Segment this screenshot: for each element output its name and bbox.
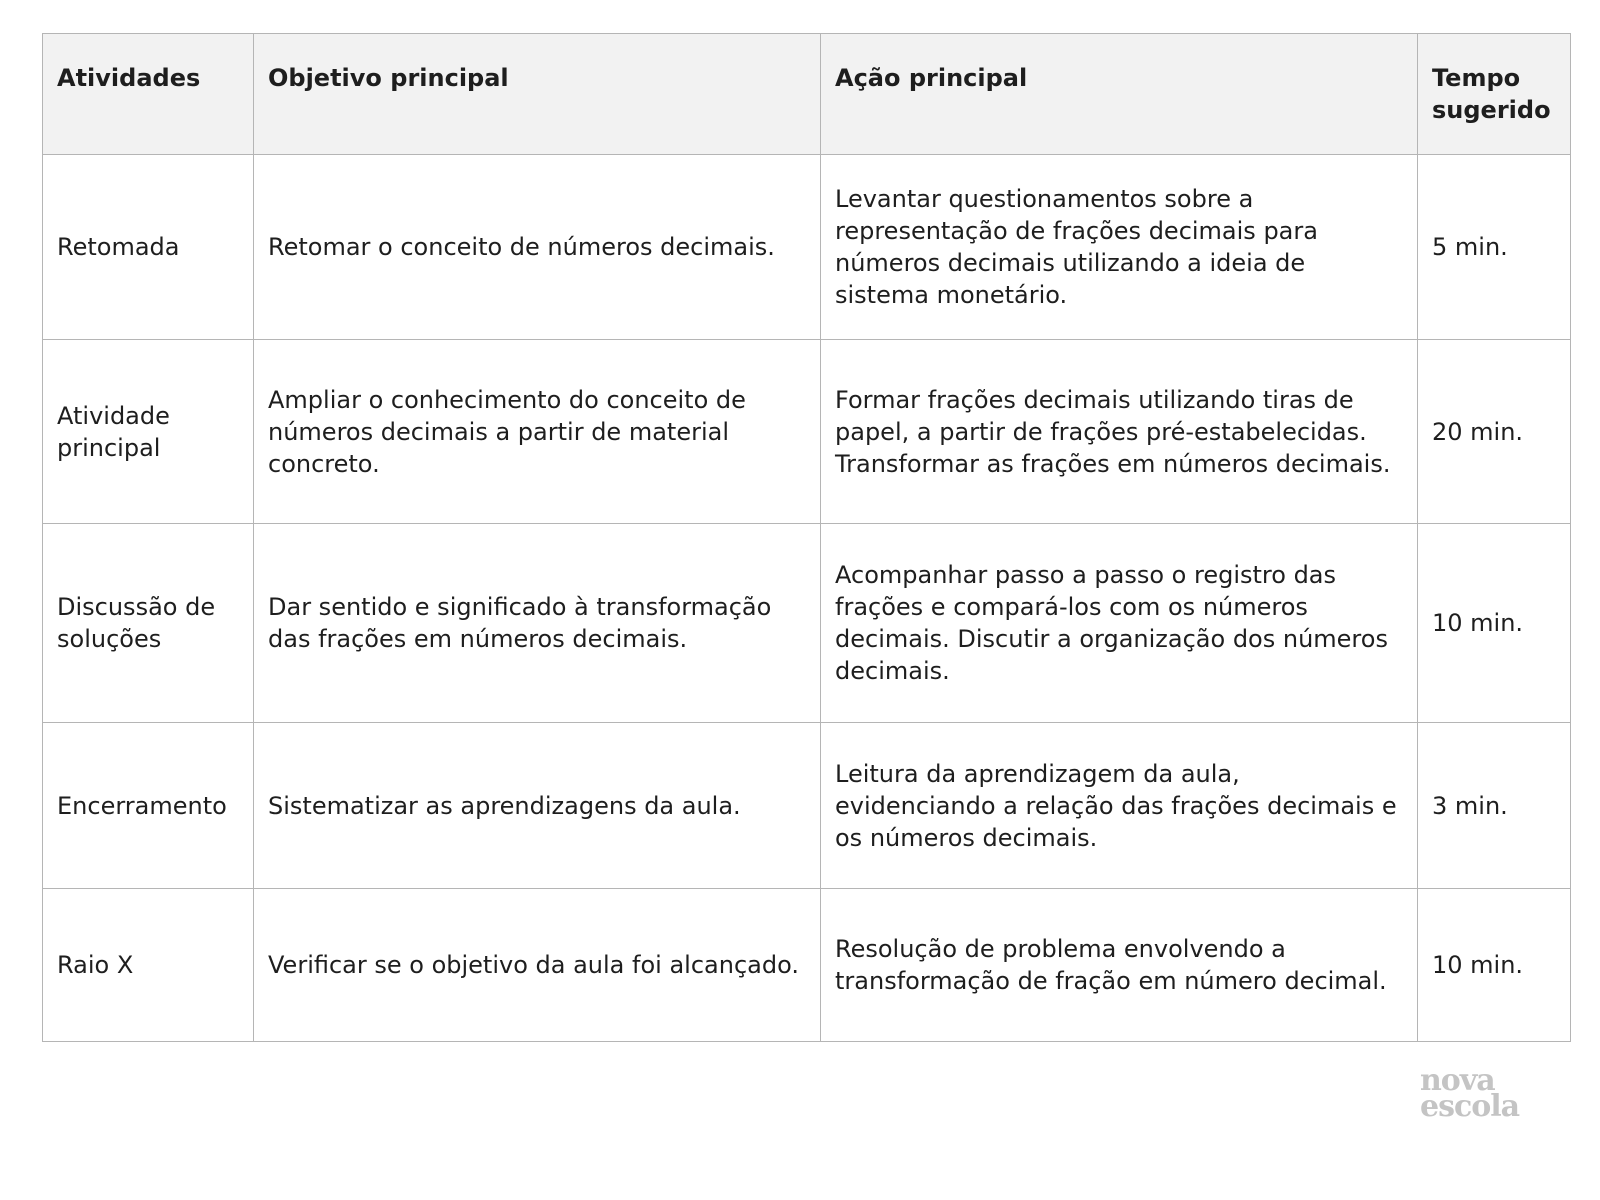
- lesson-plan-table: [42, 33, 1571, 1042]
- cell-acao: Resolução de problema envolvendo a transformação de fração em número decimal.: [821, 889, 1418, 1042]
- table-row: [43, 723, 1571, 889]
- cell-atividade: Encerramento: [43, 723, 254, 889]
- table-row: [43, 889, 1571, 1042]
- table-row: [43, 340, 1571, 524]
- cell-objetivo: Sistematizar as aprendizagens da aula.: [254, 723, 821, 889]
- cell-acao: Formar frações decimais utilizando tiras de papel, a partir de frações pré-estabelecidas. Transformar as frações em números decimais.: [821, 340, 1418, 524]
- table-row: [43, 155, 1571, 340]
- cell-tempo: 20 min.: [1418, 340, 1571, 524]
- cell-objetivo: Dar sentido e significado à transformação das frações em números decimais.: [254, 524, 821, 723]
- cell-acao: Acompanhar passo a passo o registro das frações e compará-los com os números decimais. Discutir a organização dos números decimais.: [821, 524, 1418, 723]
- logo-line-escola: escola: [1420, 1089, 1520, 1124]
- cell-atividade: Retomada: [43, 155, 254, 340]
- header-acao: Ação principal: [821, 34, 1418, 155]
- cell-objetivo: Ampliar o conhecimento do conceito de números decimais a partir de material concreto.: [254, 340, 821, 524]
- cell-objetivo: Verificar se o objetivo da aula foi alcançado.: [254, 889, 821, 1042]
- cell-acao: Leitura da aprendizagem da aula, evidenciando a relação das frações decimais e os números decimais.: [821, 723, 1418, 889]
- logo-line-nova: nova: [1420, 1063, 1495, 1098]
- nova-escola-logo: [1420, 1063, 1520, 1124]
- cell-atividade: Raio X: [43, 889, 254, 1042]
- table-header-row: [43, 34, 1571, 155]
- cell-acao: Levantar questionamentos sobre a representação de frações decimais para números decimais utilizando a ideia de sistema monetário.: [821, 155, 1418, 340]
- header-tempo: Tempo sugerido: [1418, 34, 1571, 155]
- cell-atividade: Atividade principal: [43, 340, 254, 524]
- header-atividades: Atividades: [43, 34, 254, 155]
- cell-tempo: 10 min.: [1418, 889, 1571, 1042]
- cell-atividade: Discussão de soluções: [43, 524, 254, 723]
- cell-objetivo: Retomar o conceito de números decimais.: [254, 155, 821, 340]
- cell-tempo: 5 min.: [1418, 155, 1571, 340]
- cell-tempo: 3 min.: [1418, 723, 1571, 889]
- table-row: [43, 524, 1571, 723]
- header-objetivo: Objetivo principal: [254, 34, 821, 155]
- cell-tempo: 10 min.: [1418, 524, 1571, 723]
